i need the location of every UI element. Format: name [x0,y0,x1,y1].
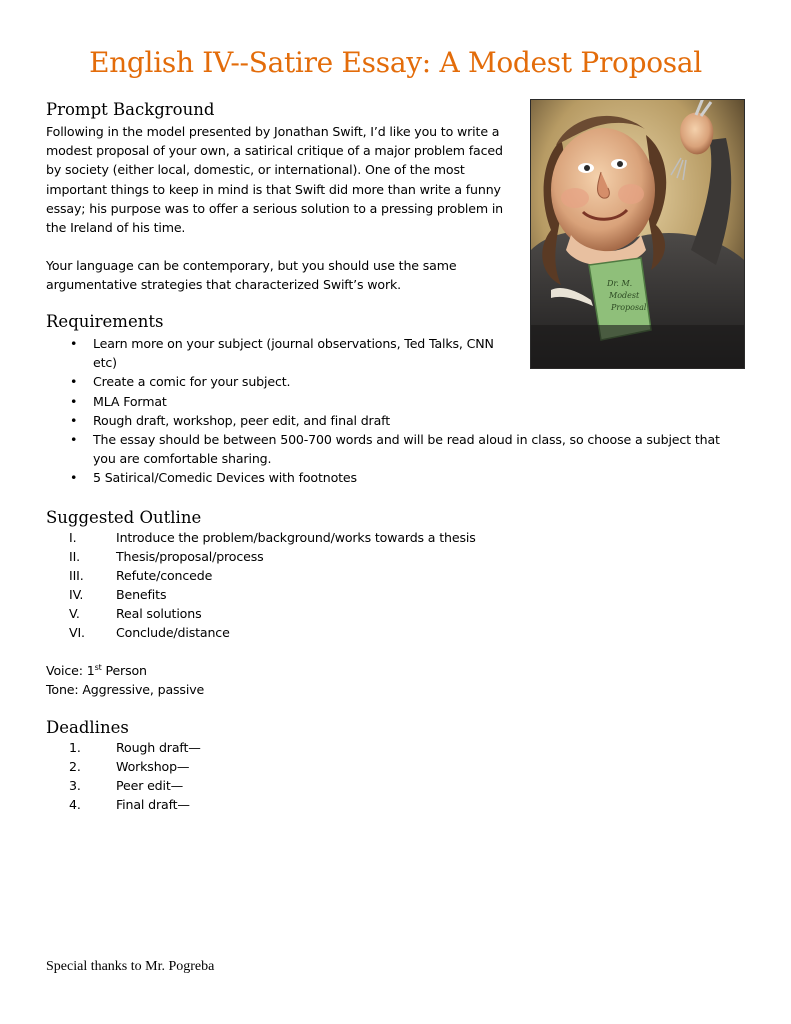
requirements-heading: Requirements [46,312,164,331]
list-marker: III. [69,567,84,583]
bib-lettering: Modest [609,291,640,300]
bib-lettering: Dr. M. [607,279,633,288]
list-item-text: etc) [93,355,117,371]
list-marker: I. [69,530,77,545]
list-item [46,392,720,411]
bib-lettering: Proposal [611,303,647,312]
list-item-text: Rough draft, workshop, peer edit, and final draft [93,412,390,428]
deadlines-list [46,739,201,815]
list-item-text: Rough draft— [116,740,201,755]
list-marker: 4. [69,796,81,812]
list-marker: 2. [69,758,81,774]
voice-line [46,661,147,680]
list-item-text: Real solutions [116,605,202,621]
list-item-text: you are comfortable sharing. [93,451,272,467]
list-item [46,548,476,567]
list-item-text: Refute/concede [116,567,213,583]
tone-line: Tone: Aggressive, passive [46,682,205,697]
requirements-list [46,334,720,488]
outline-heading: Suggested Outline [46,508,202,527]
list-item-text: Learn more on your subject (journal observations, Ted Talks, CNN [93,336,494,351]
prompt-line: the Ireland of his time. [46,220,186,236]
list-item [46,624,476,643]
caricature-illustration-icon [531,100,744,368]
outline-list [46,529,476,642]
prompt-line: modest proposal of your own, a satirical critique of a major problem faced [46,143,503,159]
list-marker: 1. [69,740,81,755]
prompt-paragraph-1 [46,122,503,237]
list-item-text: MLA Format [93,393,167,409]
list-item [46,334,720,372]
prompt-line: important things to keep in mind is that Swift did more than write a funny [46,181,501,197]
list-marker: II. [69,548,80,564]
list-item [46,372,720,391]
document-title: English IV--Satire Essay: A Modest Proposal [89,46,702,79]
list-item-text: Workshop— [116,758,190,774]
voice-superscript: st [94,663,102,672]
list-item-text: Final draft— [116,796,190,812]
footer-credit: Special thanks to Mr. Pogreba [46,959,215,974]
bullet-icon: • [70,393,78,409]
list-item [46,430,720,468]
bullet-icon: • [70,470,78,486]
list-item-text: Introduce the problem/background/works towards a thesis [116,530,476,545]
list-item [46,468,720,487]
list-item-text: Create a comic for your subject. [93,374,291,390]
list-item-text: Thesis/proposal/process [116,548,264,564]
list-item-text: The essay should be between 500-700 words and will be read aloud in class, so choose a subject that [93,432,720,448]
voice-rest: Person [101,663,147,678]
list-item [46,411,720,430]
list-item [46,586,476,605]
swift-caricature-image [530,99,745,369]
list-item-text: 5 Satirical/Comedic Devices with footnotes [93,470,357,486]
bullet-icon: • [70,374,78,390]
bullet-icon: • [70,336,78,351]
list-item [46,777,201,796]
list-item [46,739,201,758]
prompt-line: Your language can be contemporary, but you should use the same [46,258,457,273]
list-item [46,605,476,624]
list-item [46,758,201,777]
bullet-icon: • [70,432,78,448]
list-item-text: Benefits [116,586,167,602]
list-marker: IV. [69,586,84,602]
list-marker: VI. [69,624,85,640]
list-item [46,796,201,815]
prompt-line: by society (either local, domestic, or international). One of the most [46,162,465,178]
prompt-paragraph-2 [46,256,456,294]
list-item [46,529,476,548]
prompt-line: argumentative strategies that characterized Swift’s work. [46,277,402,293]
voice-label: Voice: 1 [46,663,95,678]
list-item-text: Conclude/distance [116,624,230,640]
bullet-icon: • [70,412,78,428]
list-marker: V. [69,605,80,621]
list-item-text: Peer edit— [116,777,184,793]
deadlines-heading: Deadlines [46,718,129,737]
list-marker: 3. [69,777,81,793]
list-item [46,567,476,586]
prompt-background-heading: Prompt Background [46,100,215,119]
prompt-line: essay; his purpose was to offer a serious solution to a pressing problem in [46,200,504,216]
prompt-line: Following in the model presented by Jonathan Swift, I’d like you to write a [46,124,500,139]
